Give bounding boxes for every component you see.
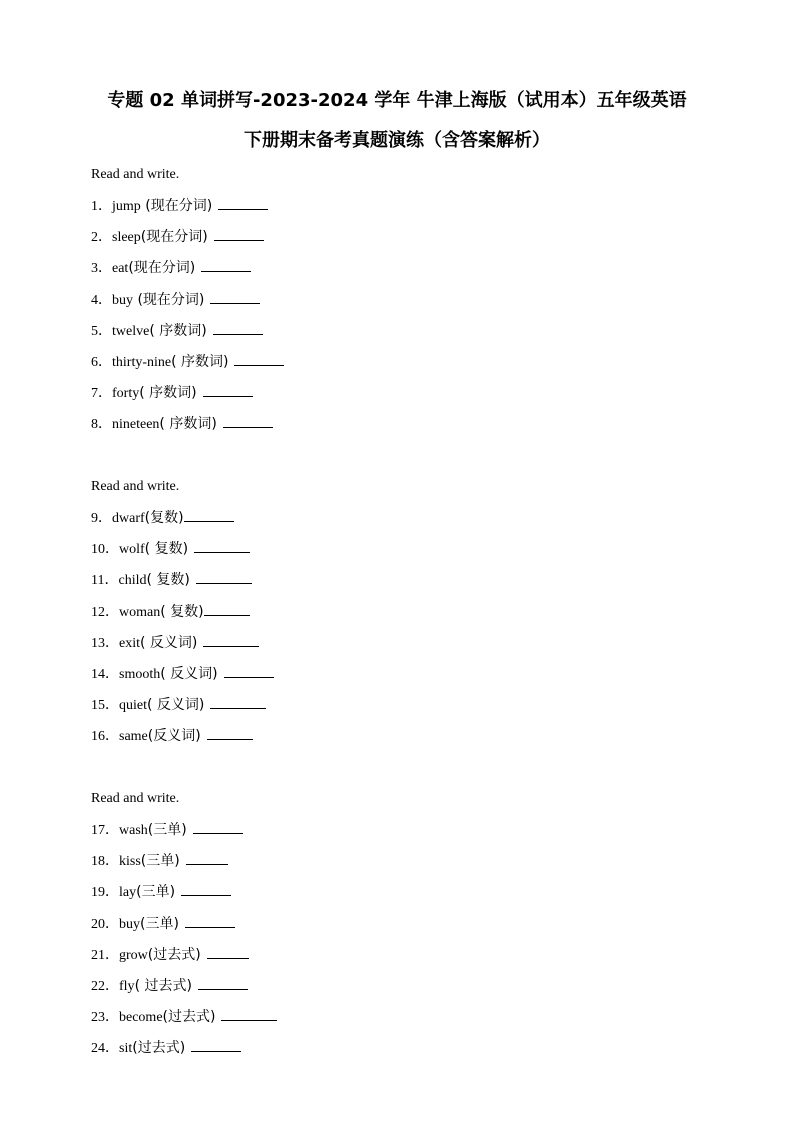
question-word: wash <box>119 823 148 838</box>
question-row <box>91 384 731 415</box>
section-instruction: Read and write. <box>91 479 180 494</box>
question-number: 3． <box>91 261 112 277</box>
question-row <box>91 603 731 634</box>
answer-blank[interactable] <box>181 883 231 896</box>
question-number: 9． <box>91 511 112 526</box>
answer-blank[interactable] <box>193 821 243 834</box>
answer-blank[interactable] <box>223 415 273 428</box>
question-number: 10． <box>91 542 119 558</box>
question-word: grow <box>119 947 148 963</box>
question-word: twelve <box>112 323 150 339</box>
answer-blank[interactable] <box>213 322 263 335</box>
answer-blank[interactable] <box>210 696 266 709</box>
question-hint: ( 反义词) <box>147 697 205 714</box>
question-row <box>91 259 731 290</box>
answer-blank[interactable] <box>201 259 251 272</box>
question-row <box>91 727 731 758</box>
question-number: 4． <box>91 292 112 308</box>
question-hint: (反义词) <box>147 728 201 745</box>
question-hint: (三单) <box>140 915 179 932</box>
answer-blank[interactable] <box>198 977 248 990</box>
answer-blank[interactable] <box>214 228 264 241</box>
question-hint: ( 复数) <box>144 541 189 558</box>
page-title-line-2: 下册期末备考真题演练（含答案解析） <box>244 130 550 151</box>
question-number: 5． <box>91 323 112 339</box>
answer-blank[interactable] <box>224 665 274 678</box>
question-word: nineteen <box>112 417 160 433</box>
answer-blank[interactable] <box>194 540 250 553</box>
question-number: 21． <box>91 947 119 963</box>
question-word: fly <box>119 978 135 994</box>
answer-blank[interactable] <box>203 634 259 647</box>
answer-blank[interactable] <box>204 603 250 616</box>
question-row <box>91 509 731 540</box>
question-number: 24． <box>91 1041 119 1057</box>
question-number: 8． <box>91 417 112 433</box>
question-row <box>91 228 731 259</box>
section-1 <box>91 166 731 447</box>
answer-blank[interactable] <box>207 727 253 740</box>
question-row <box>91 291 731 322</box>
question-hint: ( 反义词) <box>160 665 218 682</box>
question-hint: (过去式) <box>162 1009 216 1026</box>
question-hint: (现在分词) <box>133 291 205 308</box>
question-word: eat <box>112 261 129 277</box>
answer-blank[interactable] <box>218 197 268 210</box>
answer-blank[interactable] <box>234 353 284 366</box>
question-row <box>91 915 731 946</box>
answer-blank[interactable] <box>210 291 260 304</box>
question-number: 14． <box>91 666 119 682</box>
question-number: 22． <box>91 978 119 994</box>
question-number: 1． <box>91 199 112 214</box>
question-word: thirty-nine <box>112 354 172 370</box>
question-hint: ( 序数词) <box>159 416 217 433</box>
answer-blank[interactable] <box>196 571 252 584</box>
question-word: forty <box>112 386 140 402</box>
question-row <box>91 852 731 883</box>
question-row <box>91 1039 731 1070</box>
question-row <box>91 977 731 1008</box>
question-number: 17． <box>91 823 119 838</box>
question-number: 23． <box>91 1010 119 1026</box>
question-row <box>91 634 731 665</box>
question-row <box>91 946 731 977</box>
question-hint: ( 序数词) <box>149 322 207 339</box>
question-row <box>91 322 731 353</box>
question-number: 16． <box>91 729 119 745</box>
question-hint: ( 序数词) <box>171 353 229 370</box>
question-word: lay <box>119 885 137 901</box>
question-word: sit <box>119 1041 133 1057</box>
question-word: wolf <box>119 542 145 558</box>
section-3 <box>91 790 731 1071</box>
question-word: jump <box>112 199 141 214</box>
question-row <box>91 1008 731 1039</box>
question-number: 20． <box>91 916 119 932</box>
question-hint: (三单) <box>147 822 187 838</box>
question-hint: ( 序数词) <box>139 385 197 402</box>
question-hint: ( 反义词) <box>140 634 198 651</box>
question-hint: ( 复数) <box>146 572 190 589</box>
answer-blank[interactable] <box>185 915 235 928</box>
question-row <box>91 353 731 384</box>
question-row <box>91 571 731 602</box>
answer-blank[interactable] <box>191 1039 241 1052</box>
question-word: buy <box>112 292 133 308</box>
question-hint: (现在分词) <box>140 229 208 246</box>
section-2 <box>91 478 731 759</box>
question-hint: (三单) <box>136 884 176 901</box>
answer-blank[interactable] <box>207 946 249 959</box>
question-number: 18． <box>91 854 119 870</box>
question-row <box>91 665 731 696</box>
question-number: 11． <box>91 573 119 589</box>
page-title-line-1: 专题 02 单词拼写-2023-2024 学年 牛津上海版（试用本）五年级英语 <box>107 90 687 111</box>
question-word: dwarf <box>112 511 145 526</box>
question-row <box>91 696 731 727</box>
section-instruction: Read and write. <box>91 791 180 806</box>
question-hint: (过去式) <box>132 1040 186 1057</box>
question-number: 2． <box>91 230 112 246</box>
question-row <box>91 415 731 446</box>
section-instruction: Read and write. <box>91 167 180 182</box>
question-hint: (三单) <box>140 853 180 870</box>
question-word: child <box>118 573 147 589</box>
answer-blank[interactable] <box>186 852 228 865</box>
question-number: 12． <box>91 604 119 620</box>
question-word: smooth <box>119 666 161 682</box>
question-number: 15． <box>91 698 119 714</box>
question-hint: (过去式) <box>147 946 201 963</box>
question-hint: (复数) <box>144 510 184 526</box>
answer-blank[interactable] <box>184 509 234 522</box>
question-hint: ( 复数) <box>160 603 204 620</box>
question-hint: (现在分词) <box>140 198 213 214</box>
question-number: 6． <box>91 354 112 370</box>
answer-blank[interactable] <box>203 384 253 397</box>
question-row <box>91 821 731 852</box>
question-word: buy <box>119 916 140 932</box>
question-word: become <box>119 1010 163 1026</box>
question-word: sleep <box>112 230 141 246</box>
question-number: 19． <box>91 885 119 901</box>
question-word: kiss <box>119 854 141 870</box>
question-row <box>91 883 731 914</box>
question-word: quiet <box>119 698 147 714</box>
question-row <box>91 540 731 571</box>
question-word: woman <box>119 604 161 620</box>
question-number: 7． <box>91 386 112 402</box>
question-hint: ( 过去式) <box>134 977 192 994</box>
question-row <box>91 197 731 228</box>
question-word: same <box>119 729 148 745</box>
answer-blank[interactable] <box>221 1008 277 1021</box>
question-hint: (现在分词) <box>128 260 196 277</box>
question-number: 13． <box>91 635 119 651</box>
question-word: exit <box>119 635 140 651</box>
